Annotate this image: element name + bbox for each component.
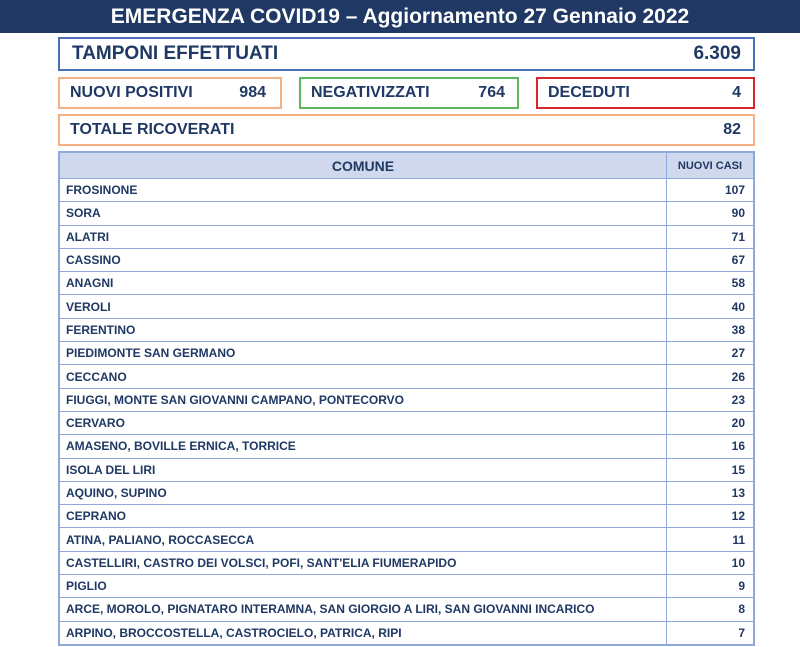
table-row	[60, 481, 754, 504]
table-row	[60, 458, 754, 481]
table-row	[60, 365, 754, 388]
comune-cell: CASTELLIRI, CASTRO DEI VOLSCI, POFI, SANT'ELIA FIUMERAPIDO	[60, 551, 667, 574]
table-row	[60, 575, 754, 598]
table-row	[60, 202, 754, 225]
nuovi-casi-cell: 20	[667, 411, 754, 434]
nuovi-casi-cell: 11	[667, 528, 754, 551]
tamponi-label: TAMPONI EFFETTUATI	[72, 43, 279, 64]
deceduti-value: 4	[732, 84, 741, 101]
table-row	[60, 318, 754, 341]
nuovi-casi-cell: 71	[667, 225, 754, 248]
table-row	[60, 179, 754, 202]
comune-cell: PIEDIMONTE SAN GERMANO	[60, 342, 667, 365]
nuovi-casi-cell: 12	[667, 505, 754, 528]
tamponi-box	[58, 37, 755, 71]
ricoverati-box	[58, 114, 755, 146]
comune-cell: FERENTINO	[60, 318, 667, 341]
table-row	[60, 505, 754, 528]
table-row	[60, 295, 754, 318]
table-row	[60, 621, 754, 644]
nuovi-casi-cell: 40	[667, 295, 754, 318]
comune-cell: ATINA, PALIANO, ROCCASECCA	[60, 528, 667, 551]
ricoverati-value: 82	[723, 121, 741, 138]
nuovi-casi-cell: 10	[667, 551, 754, 574]
negativizzati-box	[299, 77, 519, 109]
nuovi-casi-cell: 38	[667, 318, 754, 341]
table-row	[60, 528, 754, 551]
table-row	[60, 272, 754, 295]
comune-cell: CECCANO	[60, 365, 667, 388]
nuovi-positivi-label: NUOVI POSITIVI	[70, 84, 193, 101]
comune-cell: ARCE, MOROLO, PIGNATARO INTERAMNA, SAN GIORGIO A LIRI, SAN GIOVANNI INCARICO	[60, 598, 667, 621]
comuni-table	[58, 151, 755, 646]
deceduti-label: DECEDUTI	[548, 84, 630, 101]
comune-cell: ALATRI	[60, 225, 667, 248]
table-row	[60, 435, 754, 458]
nuovi-casi-cell: 23	[667, 388, 754, 411]
table-row	[60, 342, 754, 365]
nuovi-casi-cell: 26	[667, 365, 754, 388]
tamponi-value: 6.309	[693, 43, 741, 64]
table-row	[60, 411, 754, 434]
comune-cell: AMASENO, BOVILLE ERNICA, TORRICE	[60, 435, 667, 458]
nuovi-casi-cell: 67	[667, 248, 754, 271]
table-row	[60, 388, 754, 411]
negativizzati-value: 764	[478, 84, 505, 101]
comune-cell: FROSINONE	[60, 179, 667, 202]
column-header-nuovi-casi: NUOVI CASI	[667, 153, 754, 179]
column-header-comune: COMUNE	[60, 153, 667, 179]
ricoverati-label: TOTALE RICOVERATI	[70, 121, 235, 138]
nuovi-casi-cell: 107	[667, 179, 754, 202]
comune-cell: VEROLI	[60, 295, 667, 318]
nuovi-positivi-value: 984	[239, 84, 266, 101]
comune-cell: CERVARO	[60, 411, 667, 434]
nuovi-casi-cell: 9	[667, 575, 754, 598]
deceduti-box	[536, 77, 755, 109]
comune-cell: AQUINO, SUPINO	[60, 481, 667, 504]
comune-cell: CEPRANO	[60, 505, 667, 528]
nuovi-casi-cell: 58	[667, 272, 754, 295]
nuovi-positivi-box	[58, 77, 282, 109]
nuovi-casi-cell: 16	[667, 435, 754, 458]
table-row	[60, 598, 754, 621]
nuovi-casi-cell: 7	[667, 621, 754, 644]
comune-cell: ARPINO, BROCCOSTELLA, CASTROCIELO, PATRICA, RIPI	[60, 621, 667, 644]
page-title: EMERGENZA COVID19 – Aggiornamento 27 Gennaio 2022	[0, 0, 800, 33]
table-row	[60, 248, 754, 271]
comune-cell: SORA	[60, 202, 667, 225]
nuovi-casi-cell: 27	[667, 342, 754, 365]
comune-cell: FIUGGI, MONTE SAN GIOVANNI CAMPANO, PONTECORVO	[60, 388, 667, 411]
nuovi-casi-cell: 8	[667, 598, 754, 621]
table-row	[60, 225, 754, 248]
comune-cell: CASSINO	[60, 248, 667, 271]
table-header-row	[60, 153, 754, 179]
comune-cell: PIGLIO	[60, 575, 667, 598]
negativizzati-label: NEGATIVIZZATI	[311, 84, 430, 101]
nuovi-casi-cell: 90	[667, 202, 754, 225]
table-row	[60, 551, 754, 574]
nuovi-casi-cell: 13	[667, 481, 754, 504]
comune-cell: ANAGNI	[60, 272, 667, 295]
nuovi-casi-cell: 15	[667, 458, 754, 481]
comune-cell: ISOLA DEL LIRI	[60, 458, 667, 481]
